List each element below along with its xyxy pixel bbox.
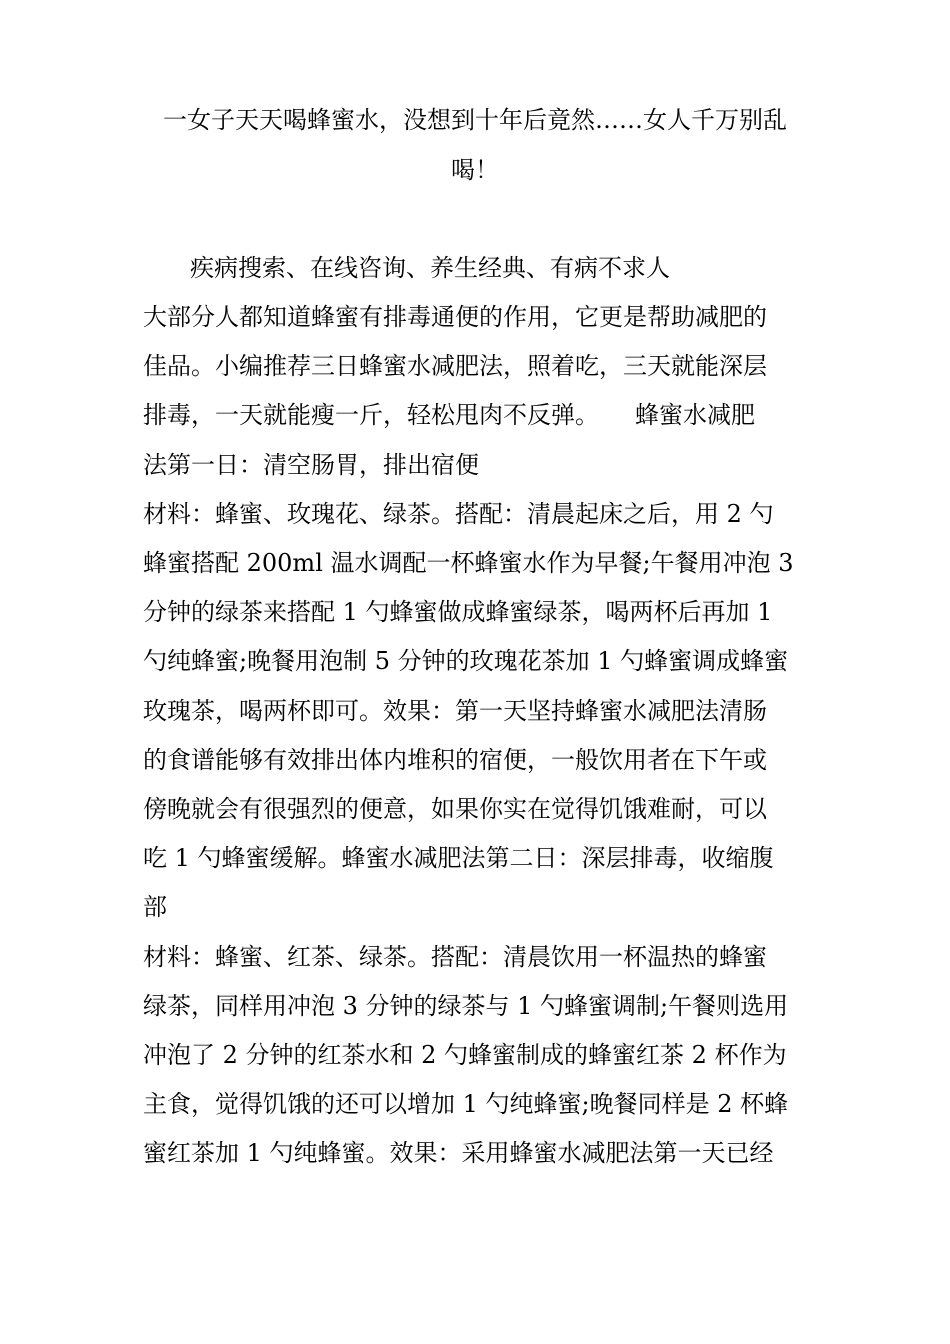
body-line: 玫瑰茶，喝两杯即可。效果：第一天坚持蜂蜜水减肥法清肠 — [143, 696, 767, 725]
body-line: 部 — [143, 893, 167, 922]
body-line: 大部分人都知道蜂蜜有排毒通便的作用，它更是帮助减肥的 — [143, 303, 767, 331]
body-line: 分钟的绿茶来搭配 1 勺蜂蜜做成蜂蜜绿茶，喝两杯后再加 1 — [143, 598, 773, 627]
body-line: 傍晚就会有很强烈的便意，如果你实在觉得饥饿难耐，可以 — [143, 795, 767, 823]
body-line: 绿茶，同样用冲泡 3 分钟的绿茶与 1 勺蜂蜜调制;午餐则选用 — [143, 991, 789, 1020]
body-line: 蜂蜜搭配 200ml 温水调配一杯蜂蜜水作为早餐;午餐用冲泡 3 — [143, 549, 794, 577]
body-line: 材料：蜂蜜、玫瑰花、绿茶。搭配：清晨起床之后，用 2 勺 — [143, 499, 774, 528]
body-line: 蜜红茶加 1 勺纯蜂蜜。效果：采用蜂蜜水减肥法第一天已经 — [143, 1139, 774, 1168]
body-line: 的食谱能够有效排出体内堆积的宿便，一般饮用者在下午或 — [143, 745, 767, 774]
body-line: 法第一日：清空肠胃，排出宿便 — [143, 450, 479, 479]
subtitle-line: 疾病搜索、在线咨询、养生经典、有病不求人 — [190, 254, 670, 282]
body-line: 材料：蜂蜜、红茶、绿茶。搭配：清晨饮用一杯温热的蜂蜜 — [143, 942, 767, 971]
document-title — [120, 95, 830, 195]
body-line: 佳品。小编推荐三日蜂蜜水减肥法，照着吃，三天就能深层 — [143, 352, 767, 381]
title-line: 喝！ — [451, 156, 499, 184]
title-line: 一女子天天喝蜂蜜水，没想到十年后竟然……女人千万别乱 — [163, 106, 787, 134]
body-line: 主食，觉得饥饿的还可以增加 1 勺纯蜂蜜;晚餐同样是 2 杯蜂 — [143, 1090, 789, 1119]
body-line: 吃 1 勺蜂蜜缓解。蜂蜜水减肥法第二日：深层排毒，收缩腹 — [143, 844, 774, 873]
body-line: 冲泡了 2 分钟的红茶水和 2 勺蜂蜜制成的蜂蜜红茶 2 杯作为 — [143, 1041, 787, 1069]
body-line: 排毒，一天就能瘦一斤，轻松甩肉不反弹。 蜂蜜水减肥 — [143, 401, 755, 430]
body-line: 勺纯蜂蜜;晚餐用泡制 5 分钟的玫瑰花茶加 1 勺蜂蜜调成蜂蜜 — [143, 647, 789, 676]
